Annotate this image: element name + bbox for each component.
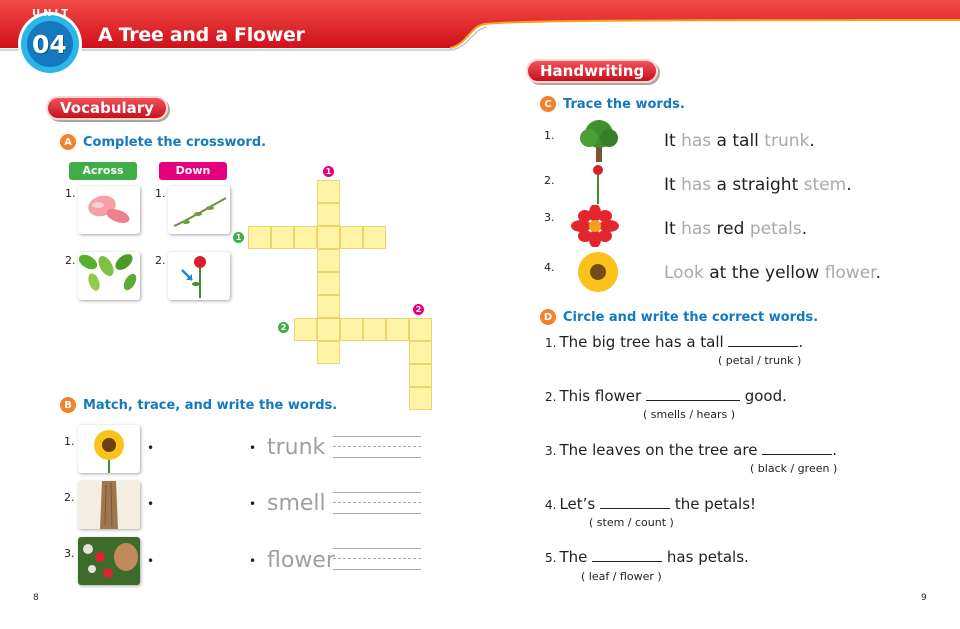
- match-item-number: 2.: [64, 491, 75, 504]
- crossword-cell[interactable]: [363, 226, 386, 249]
- sentence-dark: a tall: [711, 131, 759, 151]
- sentence-dark: at the yellow: [703, 263, 820, 283]
- question-text: good.: [744, 387, 787, 405]
- sentence-trace: petals: [744, 219, 802, 239]
- sentence-trace: stem: [798, 175, 847, 195]
- petals-icon: [78, 186, 140, 234]
- sentence-dark: It: [664, 131, 676, 151]
- sentence-dark: .: [875, 263, 882, 283]
- answer-choices[interactable]: ( petal / trunk ): [718, 354, 802, 367]
- answer-blank[interactable]: [600, 495, 670, 509]
- crossword-cell[interactable]: [317, 226, 340, 249]
- rose-icon: [168, 252, 230, 300]
- unit-title: A Tree and a Flower: [98, 24, 305, 46]
- question-number: 5.: [545, 551, 557, 565]
- write-line[interactable]: [333, 492, 421, 514]
- crossword-cell[interactable]: [409, 364, 432, 387]
- unit-number: 04: [32, 30, 67, 59]
- section-b-text: Match, trace, and write the words.: [83, 397, 338, 413]
- sentence-dark: It: [664, 175, 676, 195]
- crossword-cell[interactable]: [271, 226, 294, 249]
- match-dot-left[interactable]: •: [147, 441, 155, 455]
- sentence-trace: flower: [819, 263, 876, 283]
- question-text: This flower: [559, 387, 642, 405]
- stem-flower-icon: [588, 164, 608, 204]
- section-c-instruction: [540, 96, 685, 112]
- vocabulary-heading: Vocabulary: [46, 96, 168, 120]
- flowers-icon: [78, 537, 140, 585]
- question-text: Let’s: [559, 495, 596, 513]
- rose-picture: [168, 252, 230, 300]
- leaves-picture: [78, 252, 140, 300]
- yellow-flower-icon: [575, 249, 621, 295]
- question-5: [545, 548, 749, 566]
- trace-sentence: [664, 219, 807, 239]
- question-number: 1.: [545, 336, 557, 350]
- crossword-cell[interactable]: [294, 318, 317, 341]
- question-text: The big tree has a tall: [559, 333, 724, 351]
- crossword-cell[interactable]: [317, 249, 340, 272]
- sentence-dark: It: [664, 219, 676, 239]
- sentence-dark: .: [801, 219, 808, 239]
- crossword-number-down-1: 1: [323, 166, 334, 177]
- unit-badge: [14, 4, 86, 76]
- across-item-number: 2.: [65, 254, 76, 267]
- crossword-cell[interactable]: [317, 203, 340, 226]
- match-item-number: 1.: [64, 435, 75, 448]
- answer-blank[interactable]: [728, 333, 798, 347]
- match-dot-right[interactable]: •: [249, 441, 257, 455]
- sentence-dark: red: [711, 219, 745, 239]
- section-a-text: Complete the crossword.: [83, 134, 267, 150]
- write-line[interactable]: [333, 436, 421, 458]
- trace-item-number: 4.: [544, 261, 555, 274]
- trace-item-number: 1.: [544, 129, 555, 142]
- crossword-cell[interactable]: [317, 295, 340, 318]
- crossword-cell[interactable]: [317, 272, 340, 295]
- down-tag: Down: [159, 162, 227, 180]
- question-text: The: [559, 548, 588, 566]
- question-2: [545, 387, 787, 405]
- crossword-cell[interactable]: [409, 318, 432, 341]
- sentence-trace: has: [675, 131, 712, 151]
- trace-sentence: [664, 175, 852, 195]
- across-tag: Across: [69, 162, 137, 180]
- answer-blank[interactable]: [762, 441, 832, 455]
- answer-choices[interactable]: ( smells / hears ): [643, 408, 736, 421]
- down-item-number: 1.: [155, 187, 166, 200]
- down-item-number: 2.: [155, 254, 166, 267]
- trunk-picture: [78, 481, 140, 529]
- sentence-dark: .: [846, 175, 852, 195]
- crossword-cell[interactable]: [294, 226, 317, 249]
- sentence-trace: has: [675, 219, 712, 239]
- sentence-trace: trunk: [758, 131, 810, 151]
- match-item-number: 3.: [64, 547, 75, 560]
- question-number: 2.: [545, 390, 557, 404]
- trace-item-number: 2.: [544, 174, 555, 187]
- question-text: .: [798, 333, 804, 351]
- question-number: 4.: [545, 498, 557, 512]
- question-1: [545, 333, 803, 351]
- match-dot-left[interactable]: •: [147, 554, 155, 568]
- section-c-letter: C: [540, 96, 556, 112]
- answer-blank[interactable]: [646, 387, 740, 401]
- trace-sentence: [664, 263, 881, 283]
- crossword-cell[interactable]: [409, 387, 432, 410]
- crossword-cell[interactable]: [386, 318, 409, 341]
- crossword-cell[interactable]: [317, 341, 340, 364]
- red-flower-icon: [571, 205, 619, 247]
- sunflower-icon: [78, 425, 140, 473]
- crossword-cell[interactable]: [317, 318, 340, 341]
- section-b-letter: B: [60, 397, 76, 413]
- section-d-text: Circle and write the correct words.: [563, 309, 819, 325]
- crossword-cell[interactable]: [363, 318, 386, 341]
- trace-sentence: [664, 131, 815, 151]
- trace-word-trunk: trunk: [267, 435, 326, 460]
- trace-item-number: 3.: [544, 211, 555, 224]
- sunflower-picture: [78, 425, 140, 473]
- unit-label: UNIT: [32, 8, 72, 19]
- crossword-cell[interactable]: [340, 226, 363, 249]
- across-item-number: 1.: [65, 187, 76, 200]
- trace-word-smell: smell: [267, 491, 326, 516]
- question-text: The leaves on the tree are: [559, 441, 758, 459]
- trace-word-flower: flower: [267, 548, 335, 573]
- crossword-cell[interactable]: [317, 180, 340, 203]
- answer-blank[interactable]: [592, 548, 662, 562]
- crossword-cell[interactable]: [340, 318, 363, 341]
- crossword-cell[interactable]: [248, 226, 271, 249]
- section-d-letter: D: [540, 309, 556, 325]
- stem-picture: [168, 186, 230, 234]
- crossword-number-across-1: 1: [233, 232, 244, 243]
- section-c-text: Trace the words.: [563, 96, 685, 112]
- answer-choices[interactable]: ( black / green ): [750, 462, 838, 475]
- question-3: [545, 441, 837, 459]
- page-number-right: 9: [921, 593, 927, 603]
- match-dot-left[interactable]: •: [147, 497, 155, 511]
- sentence-dark: a straight: [711, 175, 799, 195]
- match-dot-right[interactable]: •: [249, 497, 257, 511]
- leaves-icon: [78, 252, 140, 300]
- crossword-number-down-2: 2: [413, 304, 424, 315]
- write-line[interactable]: [333, 548, 421, 570]
- sentence-dark: .: [809, 131, 815, 151]
- section-a-letter: A: [60, 134, 76, 150]
- answer-choices[interactable]: ( stem / count ): [589, 516, 674, 529]
- page-number-left: 8: [33, 593, 39, 603]
- section-a-instruction: [60, 134, 266, 150]
- trunk-icon: [78, 481, 140, 529]
- sentence-trace: Look: [664, 263, 704, 283]
- question-text: the petals!: [674, 495, 757, 513]
- question-text: has petals.: [666, 548, 749, 566]
- tree-icon: [575, 118, 623, 162]
- answer-choices[interactable]: ( leaf / flower ): [581, 570, 662, 583]
- section-b-instruction: [60, 397, 337, 413]
- question-text: .: [832, 441, 837, 459]
- crossword-number-across-2: 2: [278, 322, 289, 333]
- sentence-trace: has: [675, 175, 712, 195]
- match-dot-right[interactable]: •: [249, 554, 257, 568]
- crossword-cell[interactable]: [409, 341, 432, 364]
- handwriting-heading: Handwriting: [526, 59, 658, 83]
- petals-picture: [78, 186, 140, 234]
- flowers-picture: [78, 537, 140, 585]
- question-number: 3.: [545, 444, 557, 458]
- section-d-instruction: [540, 309, 818, 325]
- question-4: [545, 495, 756, 513]
- stem-icon: [168, 186, 230, 234]
